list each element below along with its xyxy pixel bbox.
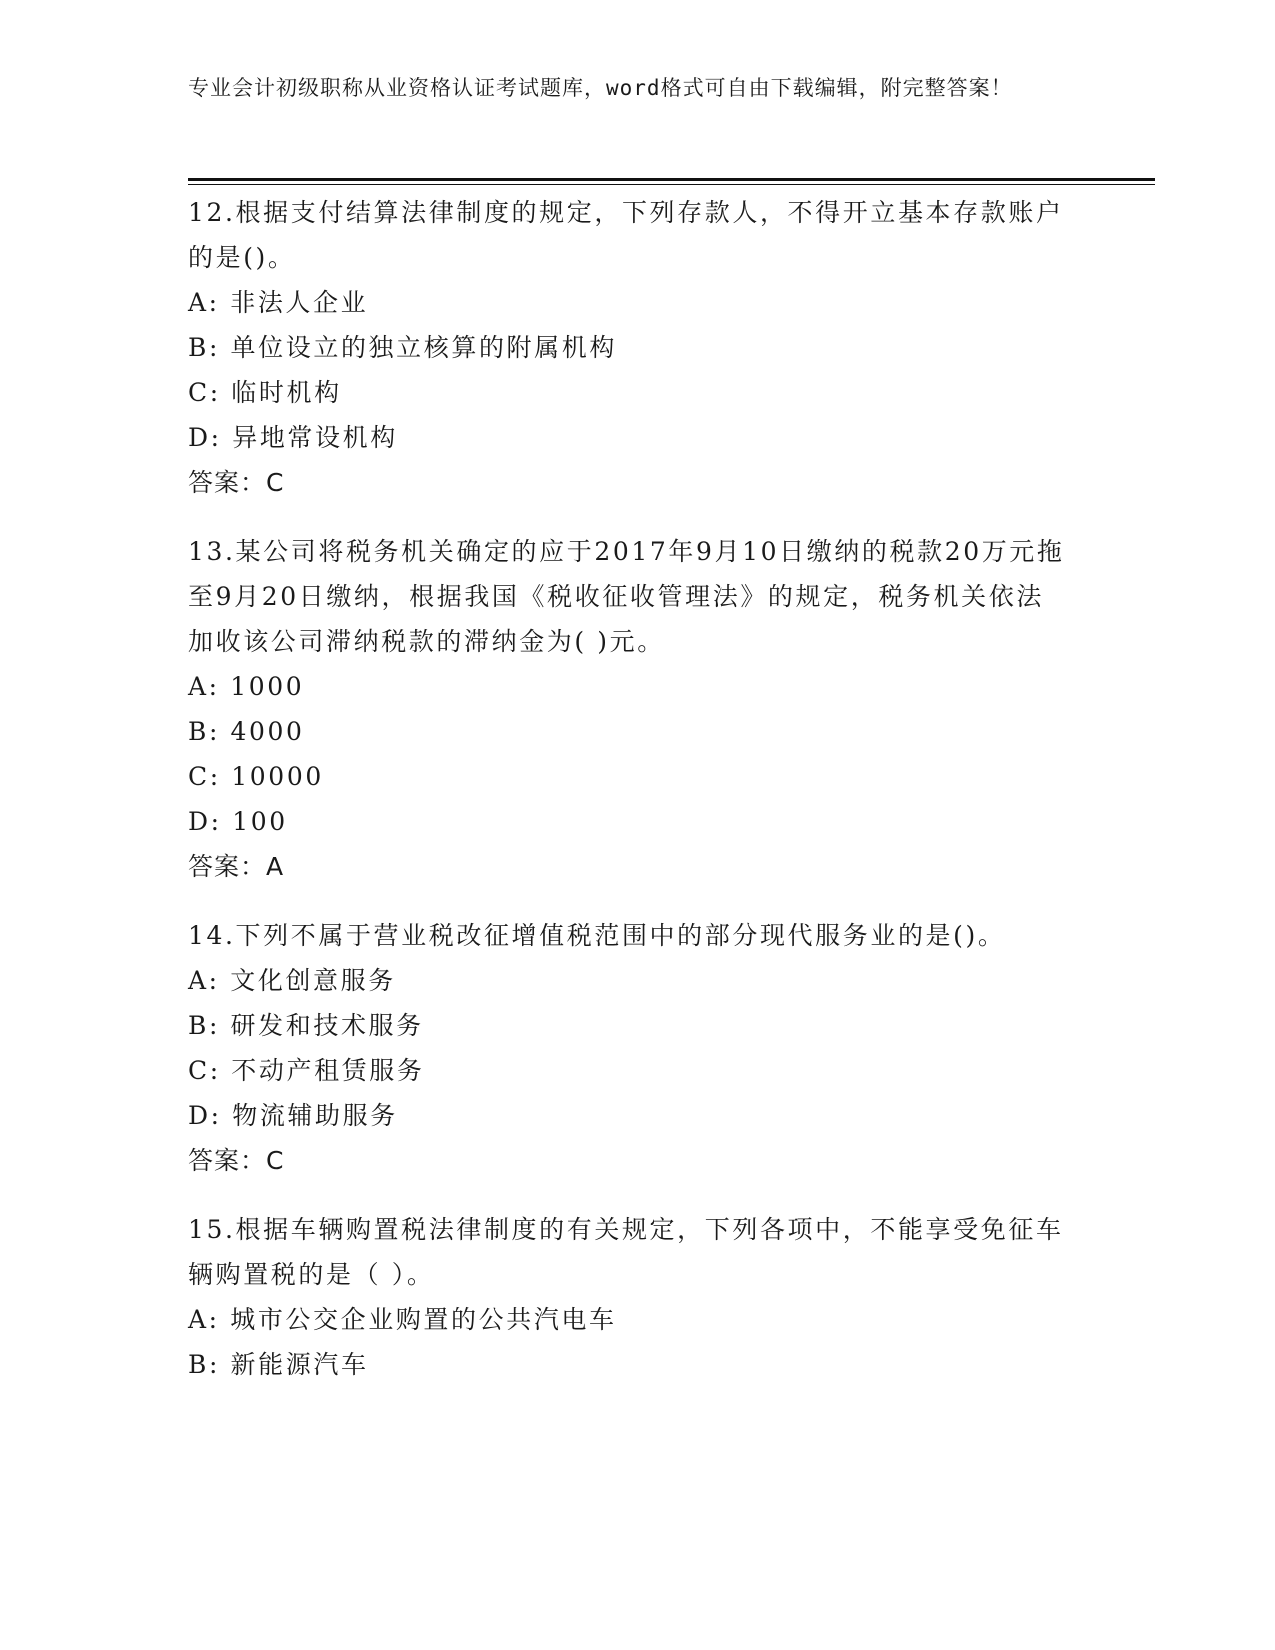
option-d: D: 100	[188, 807, 288, 836]
answer-label: 答案：C	[188, 1146, 285, 1175]
document-header: 专业会计初级职称从业资格认证考试题库，word格式可自由下载编辑，附完整答案！	[188, 76, 1013, 100]
header-divider-thin	[188, 184, 1155, 185]
answer-label: 答案：A	[188, 852, 285, 881]
option-a: A: 城市公交企业购置的公共汽电车	[188, 1305, 617, 1334]
question-text: 12.根据支付结算法律制度的规定，下列存款人，不得开立基本存款账户的是()。	[188, 198, 1064, 272]
header-divider-thick	[188, 178, 1155, 181]
question-14	[188, 913, 1068, 1183]
question-13	[188, 529, 1068, 889]
question-text: 13.某公司将税务机关确定的应于2017年9月10日缴纳的税款20万元拖至9月20日缴纳，根据我国《税收征收管理法》的规定，税务机关依法加收该公司滞纳税款的滞纳金为( )元。	[188, 537, 1065, 656]
option-c: C: 10000	[188, 762, 324, 791]
option-b: B: 单位设立的独立核算的附属机构	[188, 333, 617, 362]
option-d: D: 物流辅助服务	[188, 1101, 398, 1130]
option-c: C: 不动产租赁服务	[188, 1056, 425, 1085]
answer-label: 答案：C	[188, 468, 285, 497]
option-b: B: 研发和技术服务	[188, 1011, 424, 1040]
question-text: 14.下列不属于营业税改征增值税范围中的部分现代服务业的是()。	[188, 921, 1006, 950]
question-12	[188, 190, 1068, 505]
option-a: A: 文化创意服务	[188, 966, 396, 995]
option-b: B: 4000	[188, 717, 305, 746]
option-b: B: 新能源汽车	[188, 1350, 369, 1379]
option-d: D: 异地常设机构	[188, 423, 398, 452]
option-a: A: 1000	[188, 672, 305, 701]
question-list	[188, 190, 1068, 1411]
question-text: 15.根据车辆购置税法律制度的有关规定，下列各项中，不能享受免征车辆购置税的是（ ）。	[188, 1215, 1064, 1289]
option-a: A: 非法人企业	[188, 288, 369, 317]
option-c: C: 临时机构	[188, 378, 342, 407]
question-15	[188, 1207, 1068, 1387]
